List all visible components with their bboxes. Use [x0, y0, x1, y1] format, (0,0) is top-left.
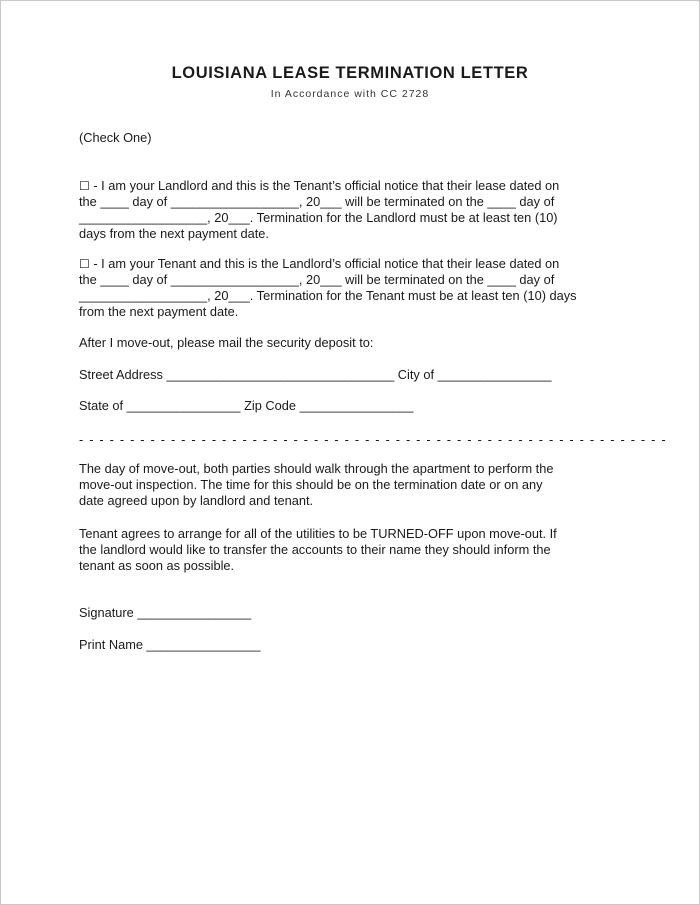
tenant-option [79, 256, 619, 320]
landlord-option-line3: __________________, 20___. Termination for the Landlord must be at least ten (10) [79, 210, 558, 225]
landlord-option-line1 [79, 178, 619, 194]
utilities-line3: tenant as soon as possible. [79, 558, 235, 573]
utilities-line2: the landlord would like to transfer the accounts to their name they should inform the [79, 542, 551, 557]
utilities-paragraph [79, 526, 619, 574]
tenant-option-line1 [79, 256, 619, 272]
state-zip-field[interactable]: State of ________________ Zip Code ________________ [79, 398, 414, 413]
document-title: LOUISIANA LEASE TERMINATION LETTER [171, 64, 529, 82]
check-one-label [79, 130, 619, 146]
tenant-option-line2: the ____ day of __________________, 20___ will be terminated on the ____ day of [79, 272, 555, 287]
signature-row [79, 605, 619, 621]
tenant-checkbox[interactable]: ☐ [79, 257, 90, 271]
landlord-option [79, 178, 619, 242]
walkthrough-line2: move-out inspection. The time for this should be on the termination date or on any [79, 477, 543, 492]
landlord-checkbox[interactable]: ☐ [79, 179, 90, 193]
deposit-instruction-text: After I move-out, please mail the security deposit to: [79, 335, 374, 350]
check-one-text: (Check One) [79, 130, 152, 145]
walkthrough-line1: The day of move-out, both parties should walk through the apartment to perform the [79, 461, 554, 476]
landlord-option-line2: the ____ day of __________________, 20___ will be terminated on the ____ day of [79, 194, 555, 209]
state-row [79, 398, 619, 414]
landlord-option-text: - I am your Landlord and this is the Tenant’s official notice that their lease dated on [89, 178, 560, 193]
utilities-line1: Tenant agrees to arrange for all of the utilities to be TURNED-OFF upon move-out. If [79, 526, 557, 541]
print-name-field[interactable]: Print Name ________________ [79, 637, 261, 652]
address-row [79, 367, 619, 383]
document-subtitle: In Accordance with CC 2728 [270, 88, 430, 100]
landlord-option-line4: days from the next payment date. [79, 226, 269, 241]
walkthrough-paragraph [79, 461, 619, 509]
dashed-separator: - - - - - - - - - - - - - - - - - - - - - - - - - - - - - - - - - - - - - - - - - - - - - - - - - - - - - - - - - - [79, 432, 667, 447]
signature-field[interactable]: Signature ________________ [79, 605, 252, 620]
tenant-option-line3: __________________, 20___. Termination for the Tenant must be at least ten (10) days [79, 288, 577, 303]
deposit-instruction [79, 335, 619, 351]
street-address-field[interactable]: Street Address ________________________________ City of ________________ [79, 367, 552, 382]
tenant-option-text: - I am your Tenant and this is the Landlord’s official notice that their lease dated on [89, 256, 560, 271]
print-name-row [79, 637, 619, 653]
tenant-option-line4: from the next payment date. [79, 304, 239, 319]
walkthrough-line3: date agreed upon by landlord and tenant. [79, 493, 314, 508]
